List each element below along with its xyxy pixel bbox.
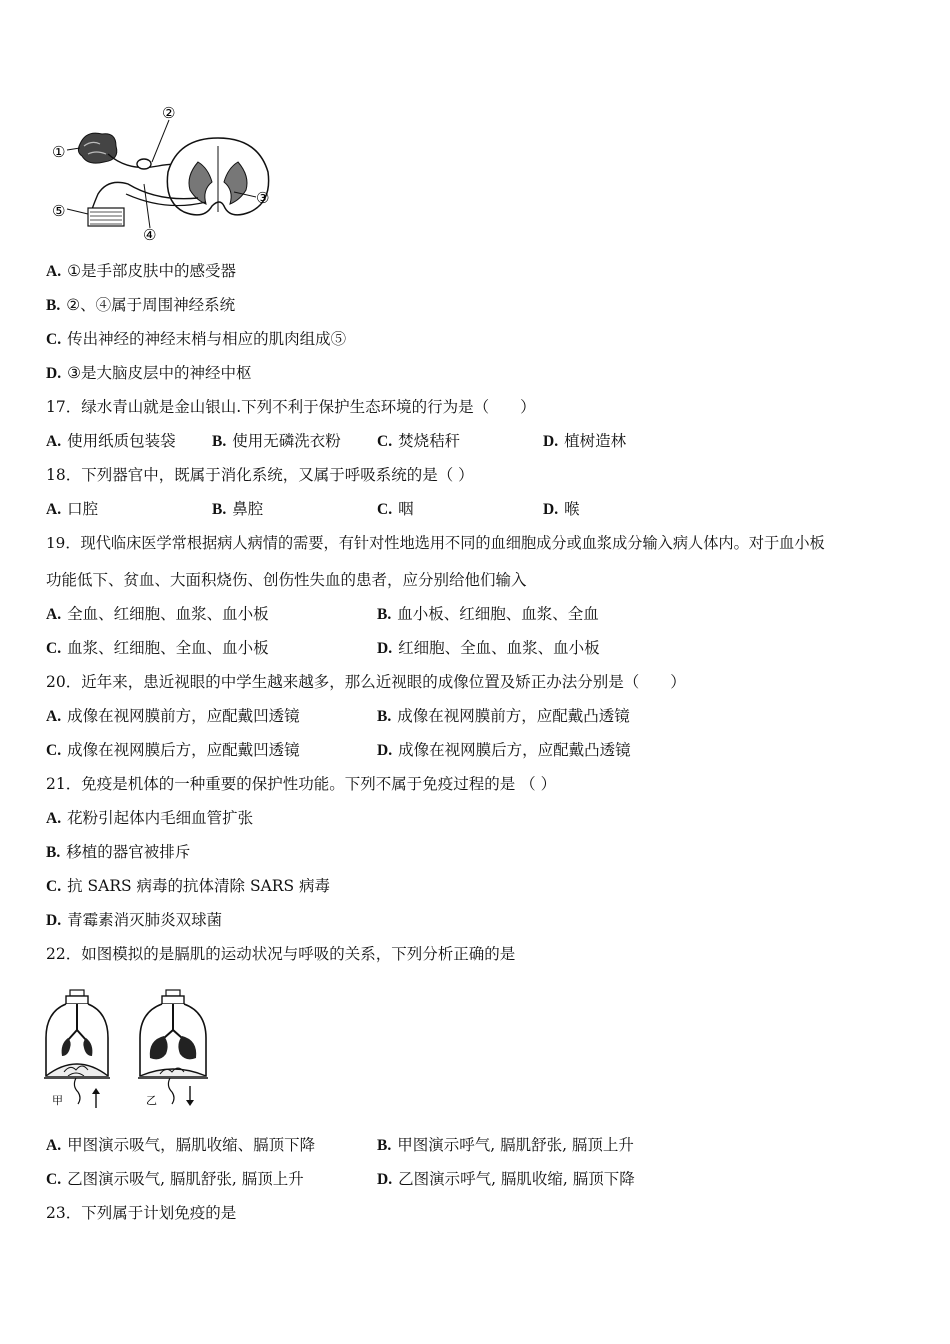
option-key: D.	[46, 365, 62, 382]
option-key: D.	[543, 433, 559, 450]
option-key: B.	[377, 606, 392, 623]
q22-option-c[interactable]	[46, 1169, 304, 1190]
diaphragm-model-figure	[42, 986, 212, 1112]
q21-option-c[interactable]	[46, 876, 330, 897]
option-key: A.	[46, 810, 62, 827]
q22-option-b[interactable]	[377, 1135, 634, 1156]
q19-option-d[interactable]	[377, 638, 600, 659]
option-text: 喉	[564, 500, 580, 518]
option-key: A.	[46, 501, 62, 518]
reflex-arc-figure	[48, 102, 276, 248]
option-text: 鼻腔	[232, 500, 264, 518]
option-text: 传出神经的神经末梢与相应的肌肉组成⑤	[67, 330, 347, 348]
option-key: C.	[46, 1171, 62, 1188]
q20-option-d[interactable]	[377, 740, 631, 761]
option-key: A.	[46, 708, 62, 725]
q16-option-c[interactable]	[46, 329, 346, 350]
q23-stem: 23．下列属于计划免疫的是	[46, 1204, 237, 1222]
option-key: C.	[46, 878, 62, 895]
option-key: C.	[46, 331, 62, 348]
q20-option-c[interactable]	[46, 740, 300, 761]
fig-label-3: ③	[256, 189, 270, 207]
q22-option-a[interactable]	[46, 1135, 315, 1156]
q17-option-c[interactable]	[377, 431, 460, 452]
q21-option-a[interactable]	[46, 808, 253, 829]
option-key: D.	[377, 640, 393, 657]
fig-label-4: ④	[143, 226, 157, 244]
option-text: 花粉引起体内毛细血管扩张	[67, 809, 254, 827]
option-text: 使用无磷洗衣粉	[232, 432, 341, 450]
q19-stem-line1: 19．现代临床医学常根据病人病情的需要，有针对性地选用不同的血细胞成分或血浆成分输入病人体内。对于血小板	[46, 534, 825, 552]
option-text: 焚烧秸秆	[398, 432, 461, 450]
option-key: D.	[377, 742, 393, 759]
option-key: B.	[46, 297, 61, 314]
option-text: 成像在视网膜前方，应配戴凸透镜	[397, 707, 630, 725]
q16-option-a[interactable]	[46, 261, 236, 282]
option-key: A.	[46, 263, 62, 280]
q20-option-b[interactable]	[377, 706, 630, 727]
option-text: 血浆、红细胞、全血、血小板	[67, 639, 269, 657]
q18-option-c[interactable]	[377, 499, 414, 520]
option-key: C.	[46, 742, 62, 759]
option-key: C.	[46, 640, 62, 657]
fig-label-yi: 乙	[146, 1094, 157, 1107]
option-text: 移植的器官被排斥	[66, 843, 191, 861]
option-key: A.	[46, 1137, 62, 1154]
q22-option-d[interactable]	[377, 1169, 635, 1190]
q16-option-d[interactable]	[46, 363, 251, 384]
q17-option-b[interactable]	[212, 431, 341, 452]
option-text: 成像在视网膜后方，应配戴凸透镜	[398, 741, 631, 759]
option-key: B.	[212, 433, 227, 450]
option-text: 乙图演示呼气, 膈肌收缩, 膈顶下降	[398, 1170, 635, 1188]
option-text: 抗 SARS 病毒的抗体清除 SARS 病毒	[67, 877, 330, 895]
q19-option-b[interactable]	[377, 604, 599, 625]
fig-label-1: ①	[52, 143, 66, 161]
option-text: 乙图演示吸气, 膈肌舒张, 膈顶上升	[67, 1170, 304, 1188]
q19-option-a[interactable]	[46, 604, 269, 625]
q21-option-d[interactable]	[46, 910, 222, 931]
option-text: 血小板、红细胞、血浆、全血	[397, 605, 599, 623]
option-key: C.	[377, 501, 393, 518]
q21-stem: 21．免疫是机体的一种重要的保护性功能。下列不属于免疫过程的是 （ ）	[46, 775, 557, 793]
q20-option-a[interactable]	[46, 706, 300, 727]
option-text: 甲图演示吸气，膈肌收缩、膈顶下降	[67, 1136, 316, 1154]
option-key: A.	[46, 606, 62, 623]
option-text: 成像在视网膜前方，应配戴凹透镜	[67, 707, 300, 725]
option-text: 使用纸质包装袋	[67, 432, 176, 450]
q18-stem: 18．下列器官中，既属于消化系统，又属于呼吸系统的是（ ）	[46, 466, 474, 484]
q21-option-b[interactable]	[46, 842, 190, 863]
option-key: D.	[377, 1171, 393, 1188]
option-key: C.	[377, 433, 393, 450]
option-key: D.	[543, 501, 559, 518]
q17-stem: 17．绿水青山就是金山银山.下列不利于保护生态环境的行为是（ ）	[46, 398, 536, 416]
q18-option-d[interactable]	[543, 499, 580, 520]
q18-option-a[interactable]	[46, 499, 98, 520]
option-key: B.	[377, 708, 392, 725]
option-key: A.	[46, 433, 62, 450]
q20-stem: 20．近年来，患近视眼的中学生越来越多，那么近视眼的成像位置及矫正办法分别是（ ）	[46, 673, 686, 691]
q17-option-d[interactable]	[543, 431, 626, 452]
fig-label-2: ②	[162, 104, 176, 122]
option-text: 青霉素消灭肺炎双球菌	[67, 911, 223, 929]
fig-label-jia: 甲	[52, 1094, 63, 1107]
option-text: 成像在视网膜后方，应配戴凹透镜	[67, 741, 300, 759]
q19-option-c[interactable]	[46, 638, 269, 659]
option-text: ①是手部皮肤中的感受器	[67, 262, 236, 280]
option-text: ③是大脑皮层中的神经中枢	[67, 364, 252, 382]
option-text: 咽	[398, 500, 414, 518]
option-key: B.	[212, 501, 227, 518]
option-key: D.	[46, 912, 62, 929]
option-key: B.	[46, 844, 61, 861]
fig-label-5: ⑤	[52, 202, 66, 220]
option-text: 口腔	[67, 500, 99, 518]
option-text: 全血、红细胞、血浆、血小板	[67, 605, 269, 623]
q17-option-a[interactable]	[46, 431, 176, 452]
q18-option-b[interactable]	[212, 499, 263, 520]
option-text: 红细胞、全血、血浆、血小板	[398, 639, 600, 657]
option-key: B.	[377, 1137, 392, 1154]
option-text: 植树造林	[564, 432, 627, 450]
q19-stem-line2: 功能低下、贫血、大面积烧伤、创伤性失血的患者，应分别给他们输入	[46, 571, 527, 589]
q22-stem: 22．如图模拟的是膈肌的运动状况与呼吸的关系，下列分析正确的是	[46, 945, 516, 963]
option-text: ②、④属于周围神经系统	[66, 296, 236, 314]
option-text: 甲图演示呼气, 膈肌舒张, 膈顶上升	[397, 1136, 634, 1154]
q16-option-b[interactable]	[46, 295, 235, 316]
